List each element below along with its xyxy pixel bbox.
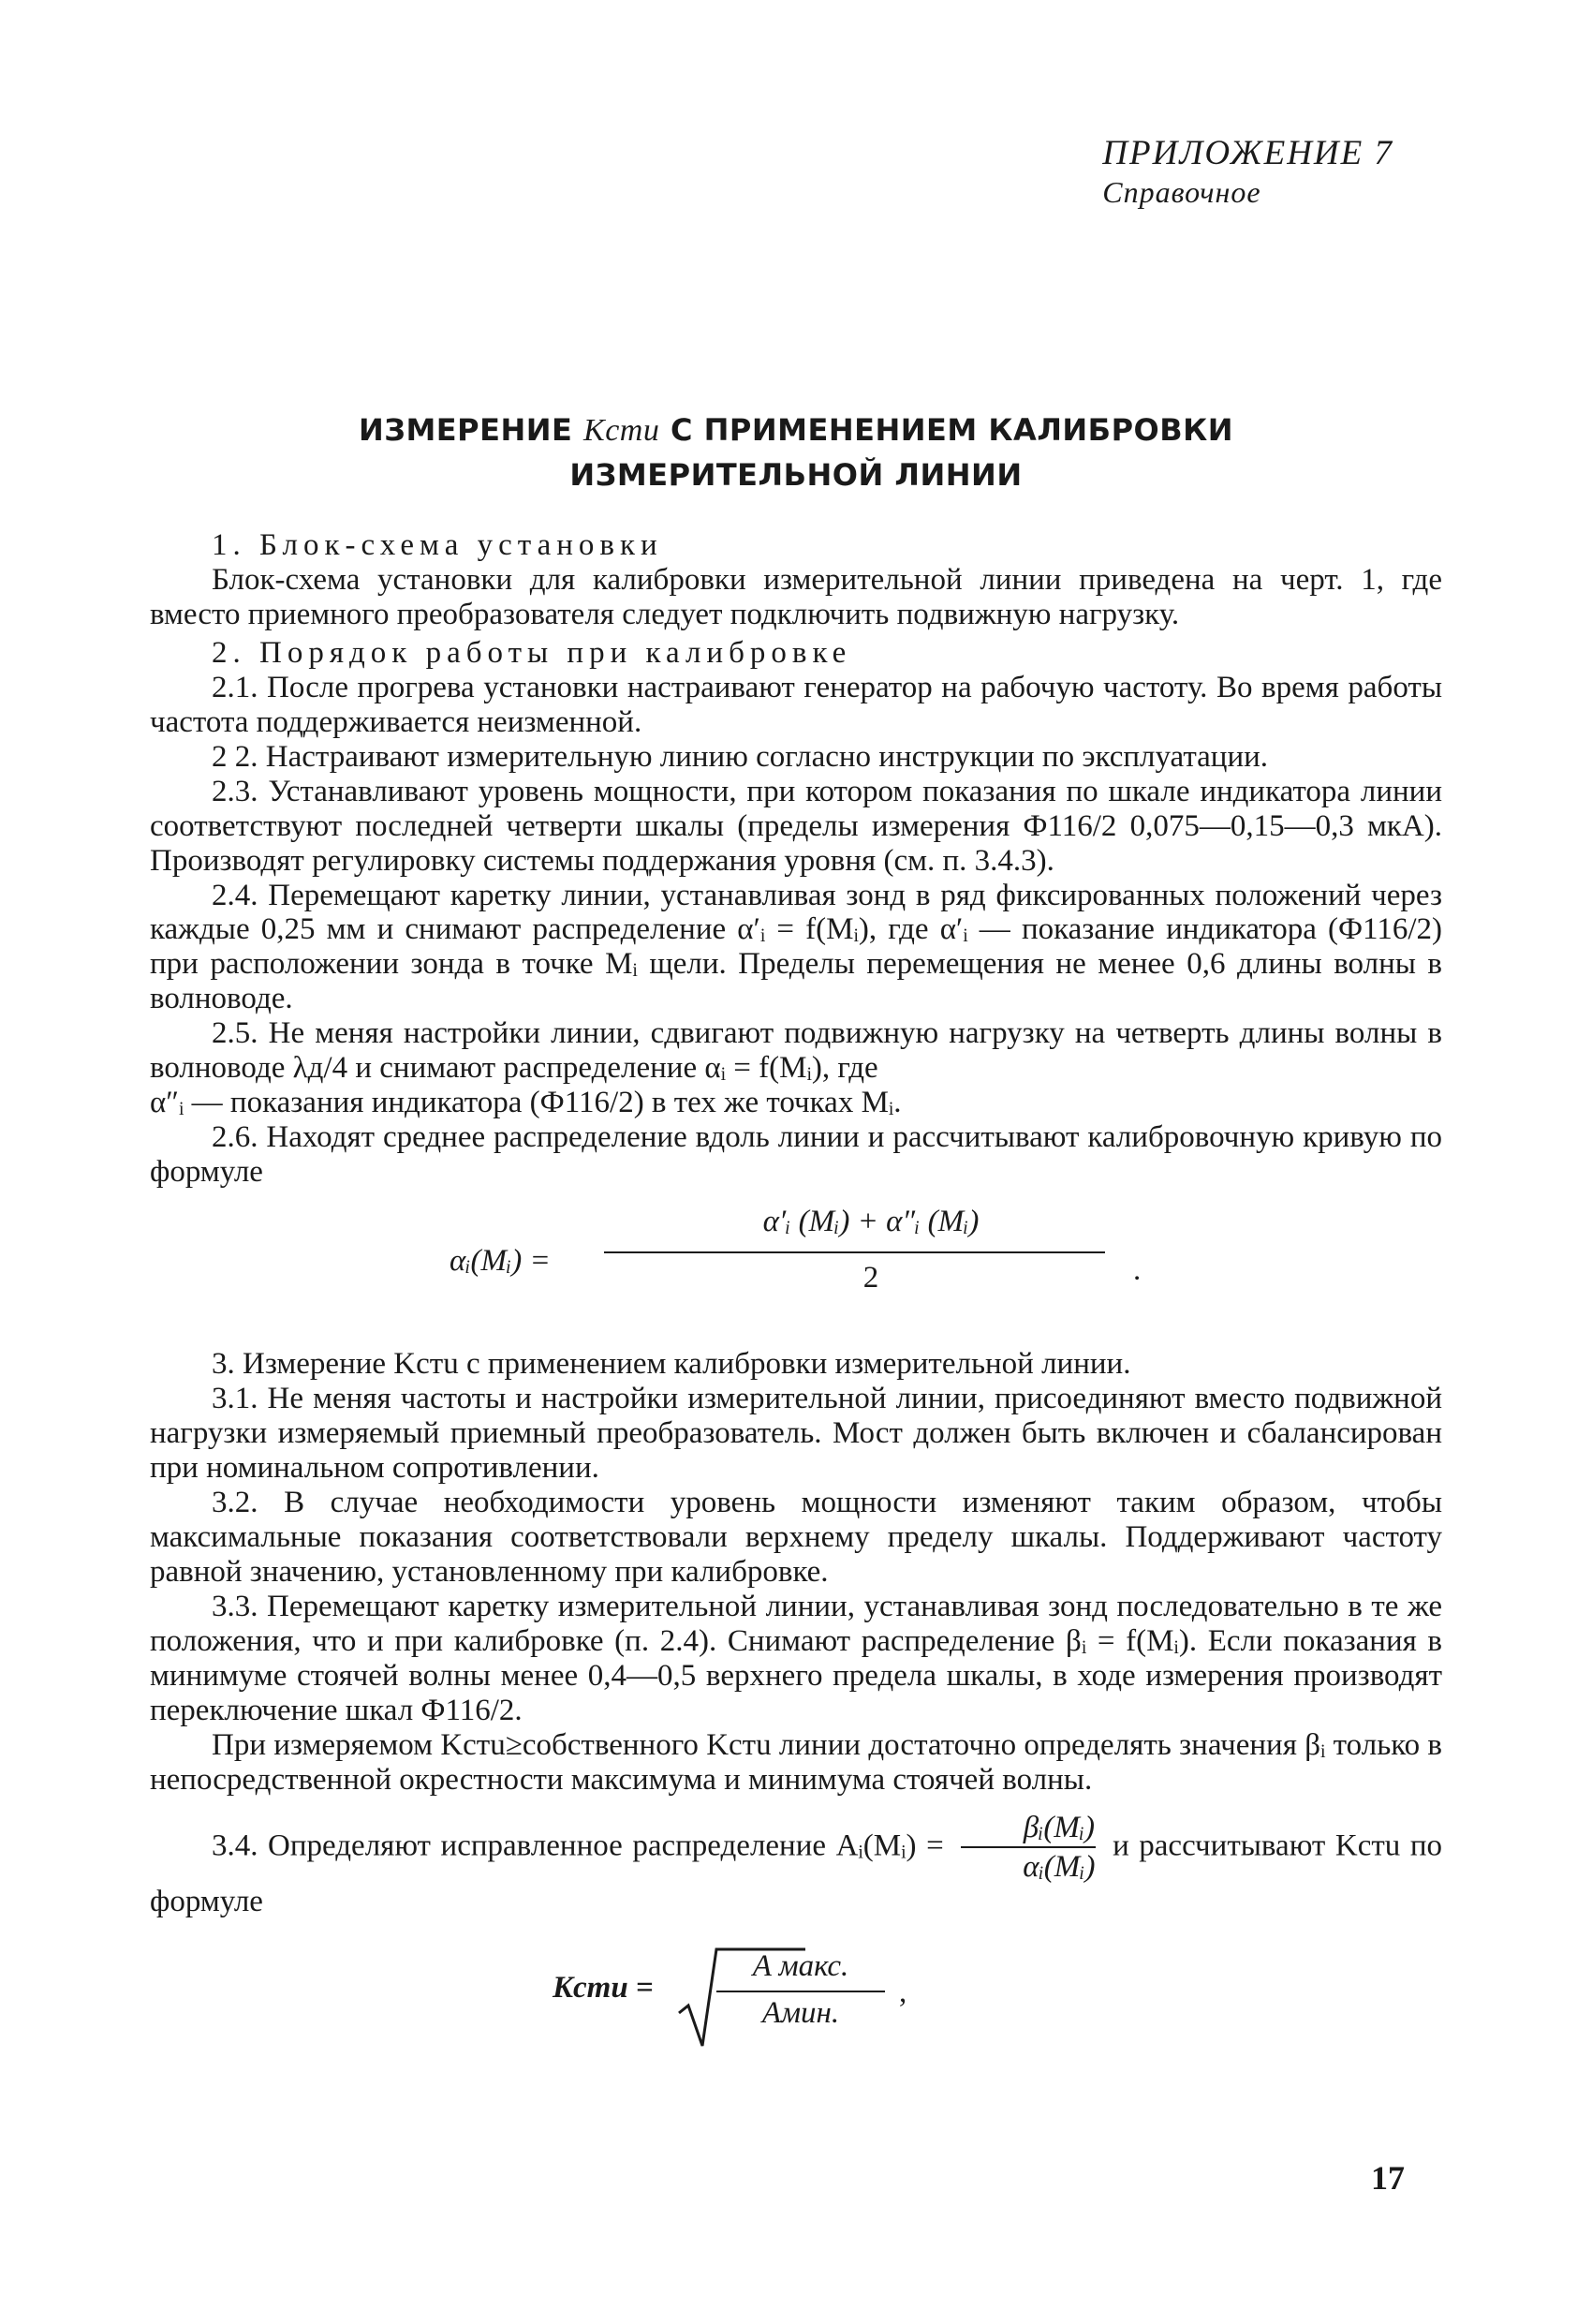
fraction-bar — [961, 1846, 1095, 1848]
formula-2-numerator: A макс. — [752, 1949, 849, 1984]
paragraph-2-2: 2 2. Настраивают измерительную линию согласно инструкции по эксплуатации. — [212, 739, 1269, 774]
paragraph-3-4-start: 3.4. Определяют исправленное распределение Aᵢ(Mᵢ) = — [212, 1828, 944, 1863]
paragraph-3-4 — [150, 1811, 1442, 1920]
paragraph-3-1: 3.1. Не меняя частоты и настройки измерительной линии, присоединяют вместо подвижной нагрузки измеряемый приемный преобразователь. Мост должен быть включен и сбалансирован при номинальном сопротивлении. — [150, 1382, 1442, 1485]
title-part-b: С ПРИМЕНЕНИЕМ КАЛИБРОВКИ — [671, 412, 1234, 448]
formula-2-fraction-bar — [716, 1991, 885, 1992]
formula-1-period: . — [1133, 1253, 1142, 1288]
paragraph-3-2: 3.2. В случае необходимости уровень мощности изменяют таким образом, чтобы максимальные показания соответствовали верхнему пределу шкалы. Поддерживают частоту равной значению, установленному при калибровке. — [150, 1485, 1442, 1589]
section-1-text: Блок-схема установки для калибровки измерительной линии приведена на черт. 1, где вместо приемного преобразователя следует подключить подвижную нагрузку. — [150, 562, 1442, 631]
formula-1-fraction-bar — [604, 1251, 1105, 1253]
formula-2-lhs: Kстu = — [553, 1971, 654, 2006]
title-symbol: Kстu — [583, 413, 660, 448]
vswr-formula — [150, 1938, 1442, 2050]
appendix-label: ПРИЛОЖЕНИЕ 7 — [1102, 134, 1393, 172]
paragraph-2-3: 2.3. Устанавливают уровень мощности, при котором показания по шкале индикатора линии соответствуют последней четверти шкалы (пределы измерения Ф116/2 0,075—0,15—0,3 мкА). Производят регулировку системы поддержания уровня (см. п. 3.4.3). — [150, 774, 1442, 878]
section-1-heading: 1. Блок-схема установки — [212, 528, 663, 562]
title-part-a: ИЗМЕРЕНИЕ — [358, 412, 573, 448]
fraction-numerator: βᵢ(Mᵢ) — [1023, 1810, 1096, 1844]
section-3-heading: 3. Измерение Kстu с применением калибровки измерительной линии. — [212, 1347, 1131, 1382]
page-number: 17 — [1371, 2159, 1405, 2197]
title-line-1 — [150, 407, 1442, 453]
fraction-denominator: αᵢ(Mᵢ) — [1023, 1850, 1096, 1885]
page-title — [150, 407, 1442, 497]
appendix-header — [1102, 133, 1393, 211]
paragraph-3-3-cont: При измеряемом Kстu≥собственного Kстu линии достаточно определять значения βᵢ только в непосредственной окрестности максимума и минимума стоячей волны. — [150, 1727, 1442, 1797]
paragraph-3-4-end: и рассчитывают Kстu по формуле — [150, 1828, 1443, 1919]
corrected-distribution-fraction — [961, 1811, 1095, 1886]
formula-1-denominator: 2 — [862, 1261, 879, 1295]
calibration-formula — [150, 1197, 1442, 1330]
paragraph-2-5-cont: α″ᵢ — показания индикатора (Ф116/2) в тех же точках Mᵢ. — [150, 1086, 902, 1120]
formula-2-comma: , — [899, 1976, 907, 2010]
section-2-heading: 2. Порядок работы при калибровке — [212, 635, 852, 670]
paragraph-2-1: 2.1. После прогрева установки настраивают генератор на рабочую частоту. Во время работы частота поддерживается неизменной. — [150, 670, 1442, 739]
appendix-reference: Справочное — [1102, 175, 1261, 210]
paragraph-3-3: 3.3. Перемещают каретку измерительной линии, устанавливая зонд последовательно в те же положения, что и при калибровке (п. 2.4). Снимают распределение βᵢ = f(Mᵢ). Если показания в минимуме стоячей волны менее 0,4—0,5 верхнего предела шкалы, в ходе измерения производят переключение шкал Ф116/2. — [150, 1589, 1442, 1727]
title-line-2: ИЗМЕРИТЕЛЬНОЙ ЛИНИИ — [569, 457, 1023, 494]
paragraph-2-6: 2.6. Находят среднее распределение вдоль линии и рассчитывают калибровочную кривую по формуле — [150, 1120, 1442, 1190]
formula-2-denominator: Aмин. — [761, 1996, 840, 2031]
document-body — [150, 525, 1442, 2050]
formula-1-numerator: α′ᵢ (Mᵢ) + α″ᵢ (Mᵢ) — [762, 1205, 980, 1239]
formula-1-lhs: αᵢ(Mᵢ) = — [450, 1244, 551, 1279]
paragraph-2-4: 2.4. Перемещают каретку линии, устанавливая зонд в ряд фиксированных положений через каждые 0,25 мм и снимают распределение α′ᵢ = f(Mᵢ), где α′ᵢ — показание индикатора (Ф116/2) при расположении зонда в точке Mᵢ щели. Пределы перемещения не менее 0,6 длины волны в волноводе. — [150, 878, 1442, 1016]
paragraph-2-5: 2.5. Не меняя настройки линии, сдвигают подвижную нагрузку на четверть длины волны в волноводе λд/4 и снимают распределение αᵢ = f(Mᵢ), где — [150, 1016, 1442, 1086]
